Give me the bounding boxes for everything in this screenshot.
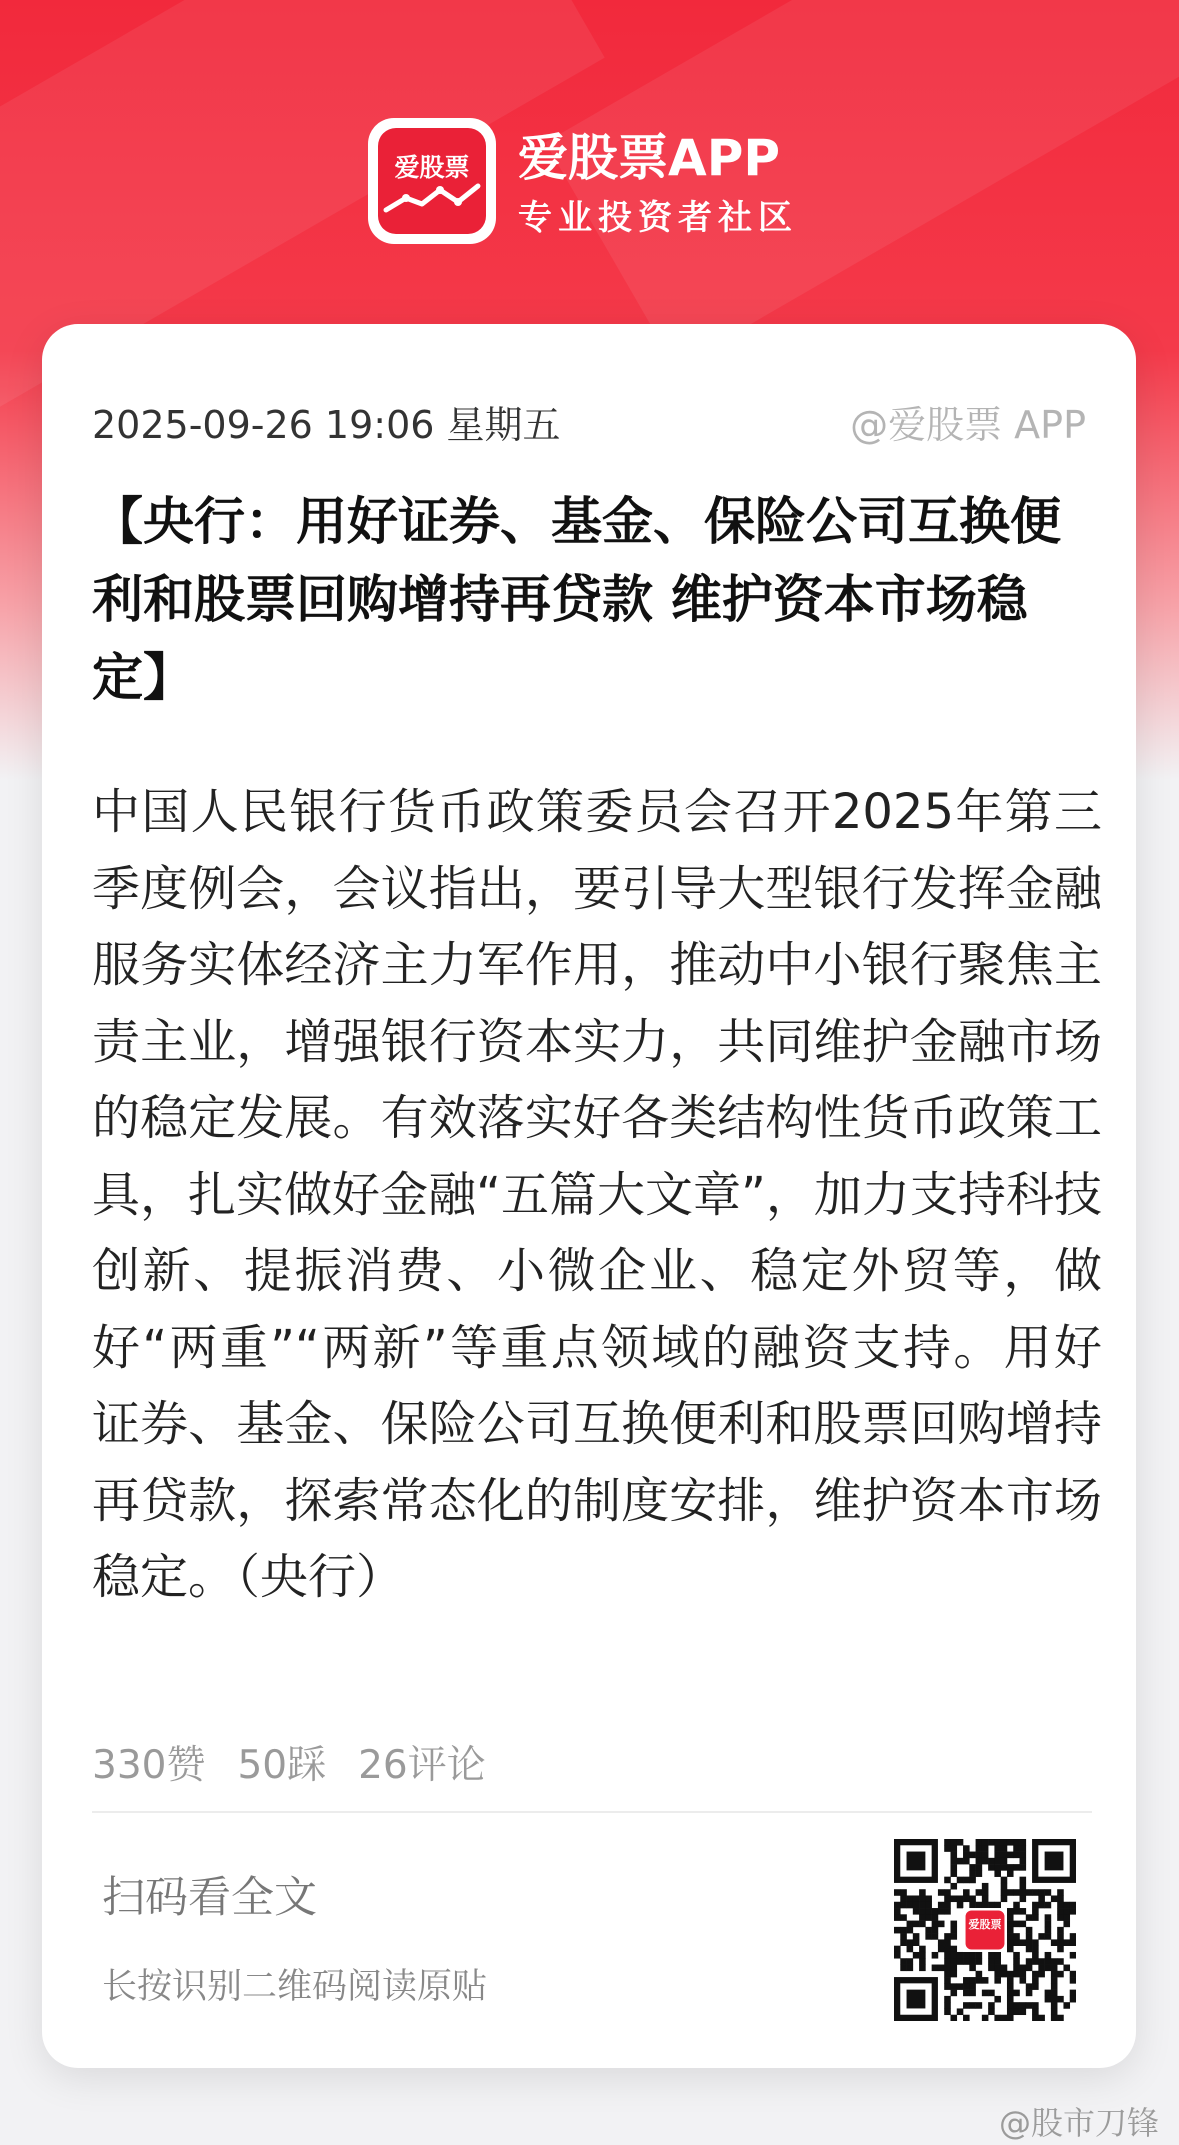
comments-count: 26评论: [358, 1743, 486, 1788]
qr-code-icon: [894, 1839, 1076, 2021]
app-name: 爱股票APP: [518, 129, 780, 187]
scan-title: 扫码看全文: [102, 1873, 317, 1923]
post-datetime: 2025-09-26 19:06 星期五: [92, 403, 561, 447]
app-logo-text: 爱股票: [394, 153, 470, 182]
divider: [92, 1811, 1092, 1813]
app-logo-inner: [378, 128, 486, 234]
post-title: 【央行：用好证券、基金、保险公司互换便利和股票回购增持再贷款 维护资本市场稳定】: [92, 493, 1062, 708]
qr-code[interactable]: [894, 1839, 1076, 2021]
app-logo: [368, 118, 496, 244]
post-card: [42, 324, 1136, 2068]
dislikes-count: 50踩: [237, 1743, 327, 1788]
stock-line-icon: [378, 128, 486, 234]
qr-logo-text: 爱股票: [968, 1918, 1002, 1932]
post-stats: [92, 1734, 518, 1790]
watermark: @股市刀锋: [998, 2104, 1159, 2142]
post-body: 中国人民银行货币政策委员会召开2025年第三季度例会，会议指出，要引导大型银行发挥金融服务实体经济主力军作用，推动中小银行聚焦主责主业，增强银行资本实力，共同维护金融市场的稳定发展。有效落实好各类结构性货币政策工具，扎实做好金融“五篇大文章”，加力支持科技创新、提振消费、小微企业、稳定外贸等，做好“两重”“两新”等重点领域的融资支持。用好证券、基金、保险公司互换便利和股票回购增持再贷款，探索常态化的制度安排，维护资本市场稳定。（央行）: [92, 784, 1102, 1605]
post-source: @爱股票 APP: [850, 403, 1086, 447]
scan-hint: 长按识别二维码阅读原贴: [102, 1967, 488, 2007]
likes-count: 330赞: [92, 1743, 206, 1788]
app-slogan: 专业投资者社区: [518, 198, 798, 238]
